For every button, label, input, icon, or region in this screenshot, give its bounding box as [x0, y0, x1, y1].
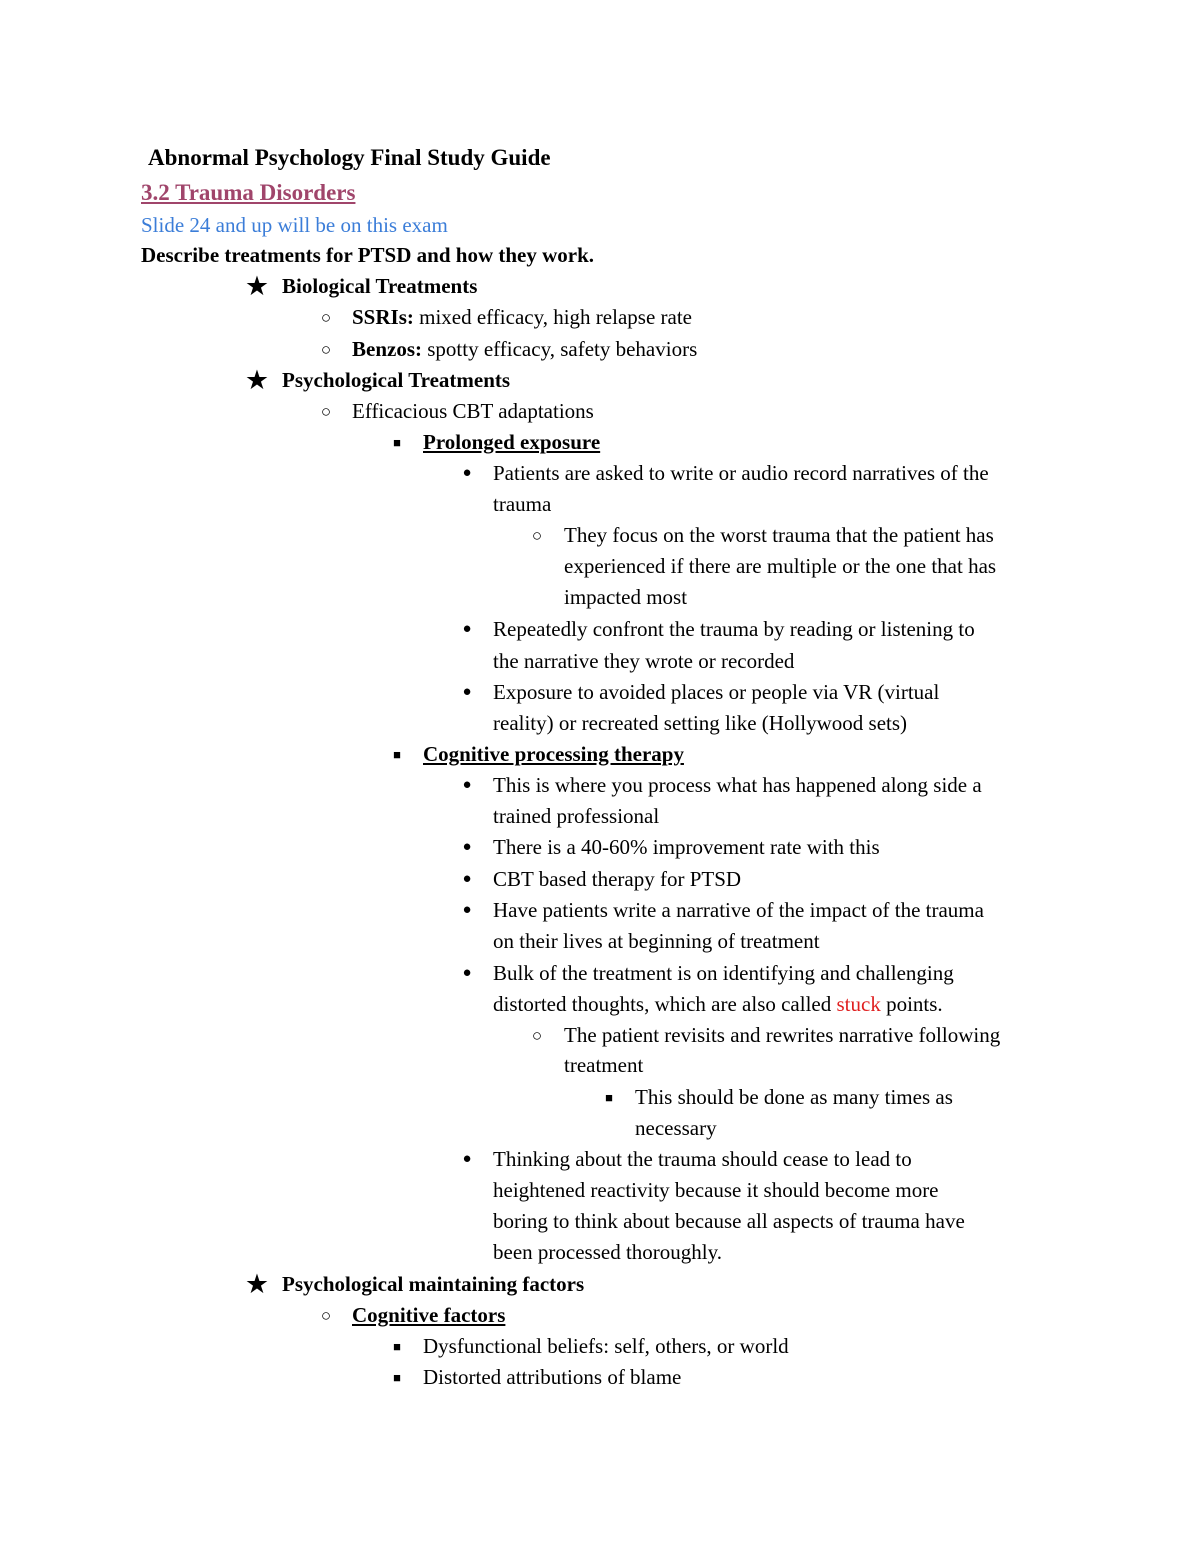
list-item [352, 334, 697, 365]
list-item: The patient revisits and rewrites narrative following [564, 1023, 1001, 1047]
maintaining-heading: Psychological maintaining factors [282, 1272, 585, 1296]
hollow-circle-bullet-icon: ○ [531, 1026, 543, 1045]
cognitive-factors-heading: Cognitive factors [352, 1303, 506, 1327]
term-ssris: SSRIs: [352, 305, 414, 329]
list-item: Bulk of the treatment is on identifying and challenging [493, 961, 954, 985]
list-item: There is a 40-60% improvement rate with this [493, 835, 880, 859]
list-item-continuation: trauma [493, 492, 552, 516]
filled-circle-bullet-icon: ● [462, 902, 472, 918]
list-item-continuation: the narrative they wrote or recorded [493, 649, 795, 673]
list-item [352, 302, 692, 333]
list-item: Have patients write a narrative of the impact of the trauma [493, 898, 984, 922]
section-heading: 3.2 Trauma Disorders [141, 180, 356, 205]
hollow-circle-bullet-icon: ○ [320, 402, 332, 421]
cpt-heading: Cognitive processing therapy [423, 742, 684, 766]
hollow-circle-bullet-icon: ○ [320, 1306, 332, 1325]
filled-circle-bullet-icon: ● [462, 684, 472, 700]
list-item: Efficacious CBT adaptations [352, 399, 594, 423]
list-item-continuation: heightened reactivity because it should become more [493, 1178, 939, 1202]
list-item-continuation [493, 989, 943, 1020]
stuck-points-post: points. [880, 992, 943, 1016]
square-bullet-icon: ■ [393, 747, 401, 762]
list-item: Thinking about the trauma should cease to lead to [493, 1147, 912, 1171]
list-item-continuation: experienced if there are multiple or the one that has [564, 554, 997, 578]
prolonged-exposure-heading: Prolonged exposure [423, 430, 601, 454]
page-title: Abnormal Psychology Final Study Guide [148, 145, 551, 170]
term-benzos-text: spotty efficacy, safety behaviors [422, 337, 698, 361]
square-bullet-icon: ■ [393, 435, 401, 450]
list-item-continuation: impacted most [564, 585, 688, 609]
term-benzos: Benzos: [352, 337, 422, 361]
square-bullet-icon: ■ [393, 1339, 401, 1354]
hollow-circle-bullet-icon: ○ [320, 308, 332, 327]
hollow-circle-bullet-icon: ○ [531, 526, 543, 545]
biological-heading: Biological Treatments [282, 274, 478, 298]
list-item-continuation: been processed thoroughly. [493, 1240, 722, 1264]
term-ssris-text: mixed efficacy, high relapse rate [413, 305, 692, 329]
list-item-continuation: boring to think about because all aspects of trauma have [493, 1209, 965, 1233]
list-item-continuation: reality) or recreated setting like (Hollywood sets) [493, 711, 908, 735]
filled-circle-bullet-icon: ● [462, 965, 472, 981]
filled-circle-bullet-icon: ● [462, 465, 472, 481]
list-item: They focus on the worst trauma that the patient has [564, 523, 994, 547]
stuck-highlight: stuck [836, 992, 881, 1016]
square-bullet-icon: ■ [393, 1370, 401, 1385]
list-item-continuation: treatment [564, 1053, 644, 1077]
star-bullet-icon: ★ [244, 365, 270, 395]
filled-circle-bullet-icon: ● [462, 839, 472, 855]
filled-circle-bullet-icon: ● [462, 1151, 472, 1167]
filled-circle-bullet-icon: ● [462, 777, 472, 793]
list-item: This should be done as many times as [635, 1085, 953, 1109]
slide-note: Slide 24 and up will be on this exam [141, 213, 448, 237]
star-bullet-icon: ★ [244, 271, 270, 301]
filled-circle-bullet-icon: ● [462, 871, 472, 887]
hollow-circle-bullet-icon: ○ [320, 340, 332, 359]
stuck-points-pre: distorted thoughts, which are also called [493, 992, 837, 1016]
list-item-continuation: necessary [635, 1116, 717, 1140]
filled-circle-bullet-icon: ● [462, 621, 472, 637]
question-heading: Describe treatments for PTSD and how they work. [141, 243, 595, 267]
list-item-continuation: on their lives at beginning of treatment [493, 929, 820, 953]
psychological-heading: Psychological Treatments [282, 368, 511, 392]
list-item-continuation: trained professional [493, 804, 660, 828]
list-item: CBT based therapy for PTSD [493, 867, 742, 891]
square-bullet-icon: ■ [605, 1090, 613, 1105]
list-item: Repeatedly confront the trauma by reading or listening to [493, 617, 975, 641]
star-bullet-icon: ★ [244, 1269, 270, 1299]
list-item: This is where you process what has happened along side a [493, 773, 982, 797]
list-item: Dysfunctional beliefs: self, others, or world [423, 1334, 789, 1358]
list-item: Patients are asked to write or audio record narratives of the [493, 461, 989, 485]
list-item: Distorted attributions of blame [423, 1365, 682, 1389]
list-item: Exposure to avoided places or people via VR (virtual [493, 680, 940, 704]
